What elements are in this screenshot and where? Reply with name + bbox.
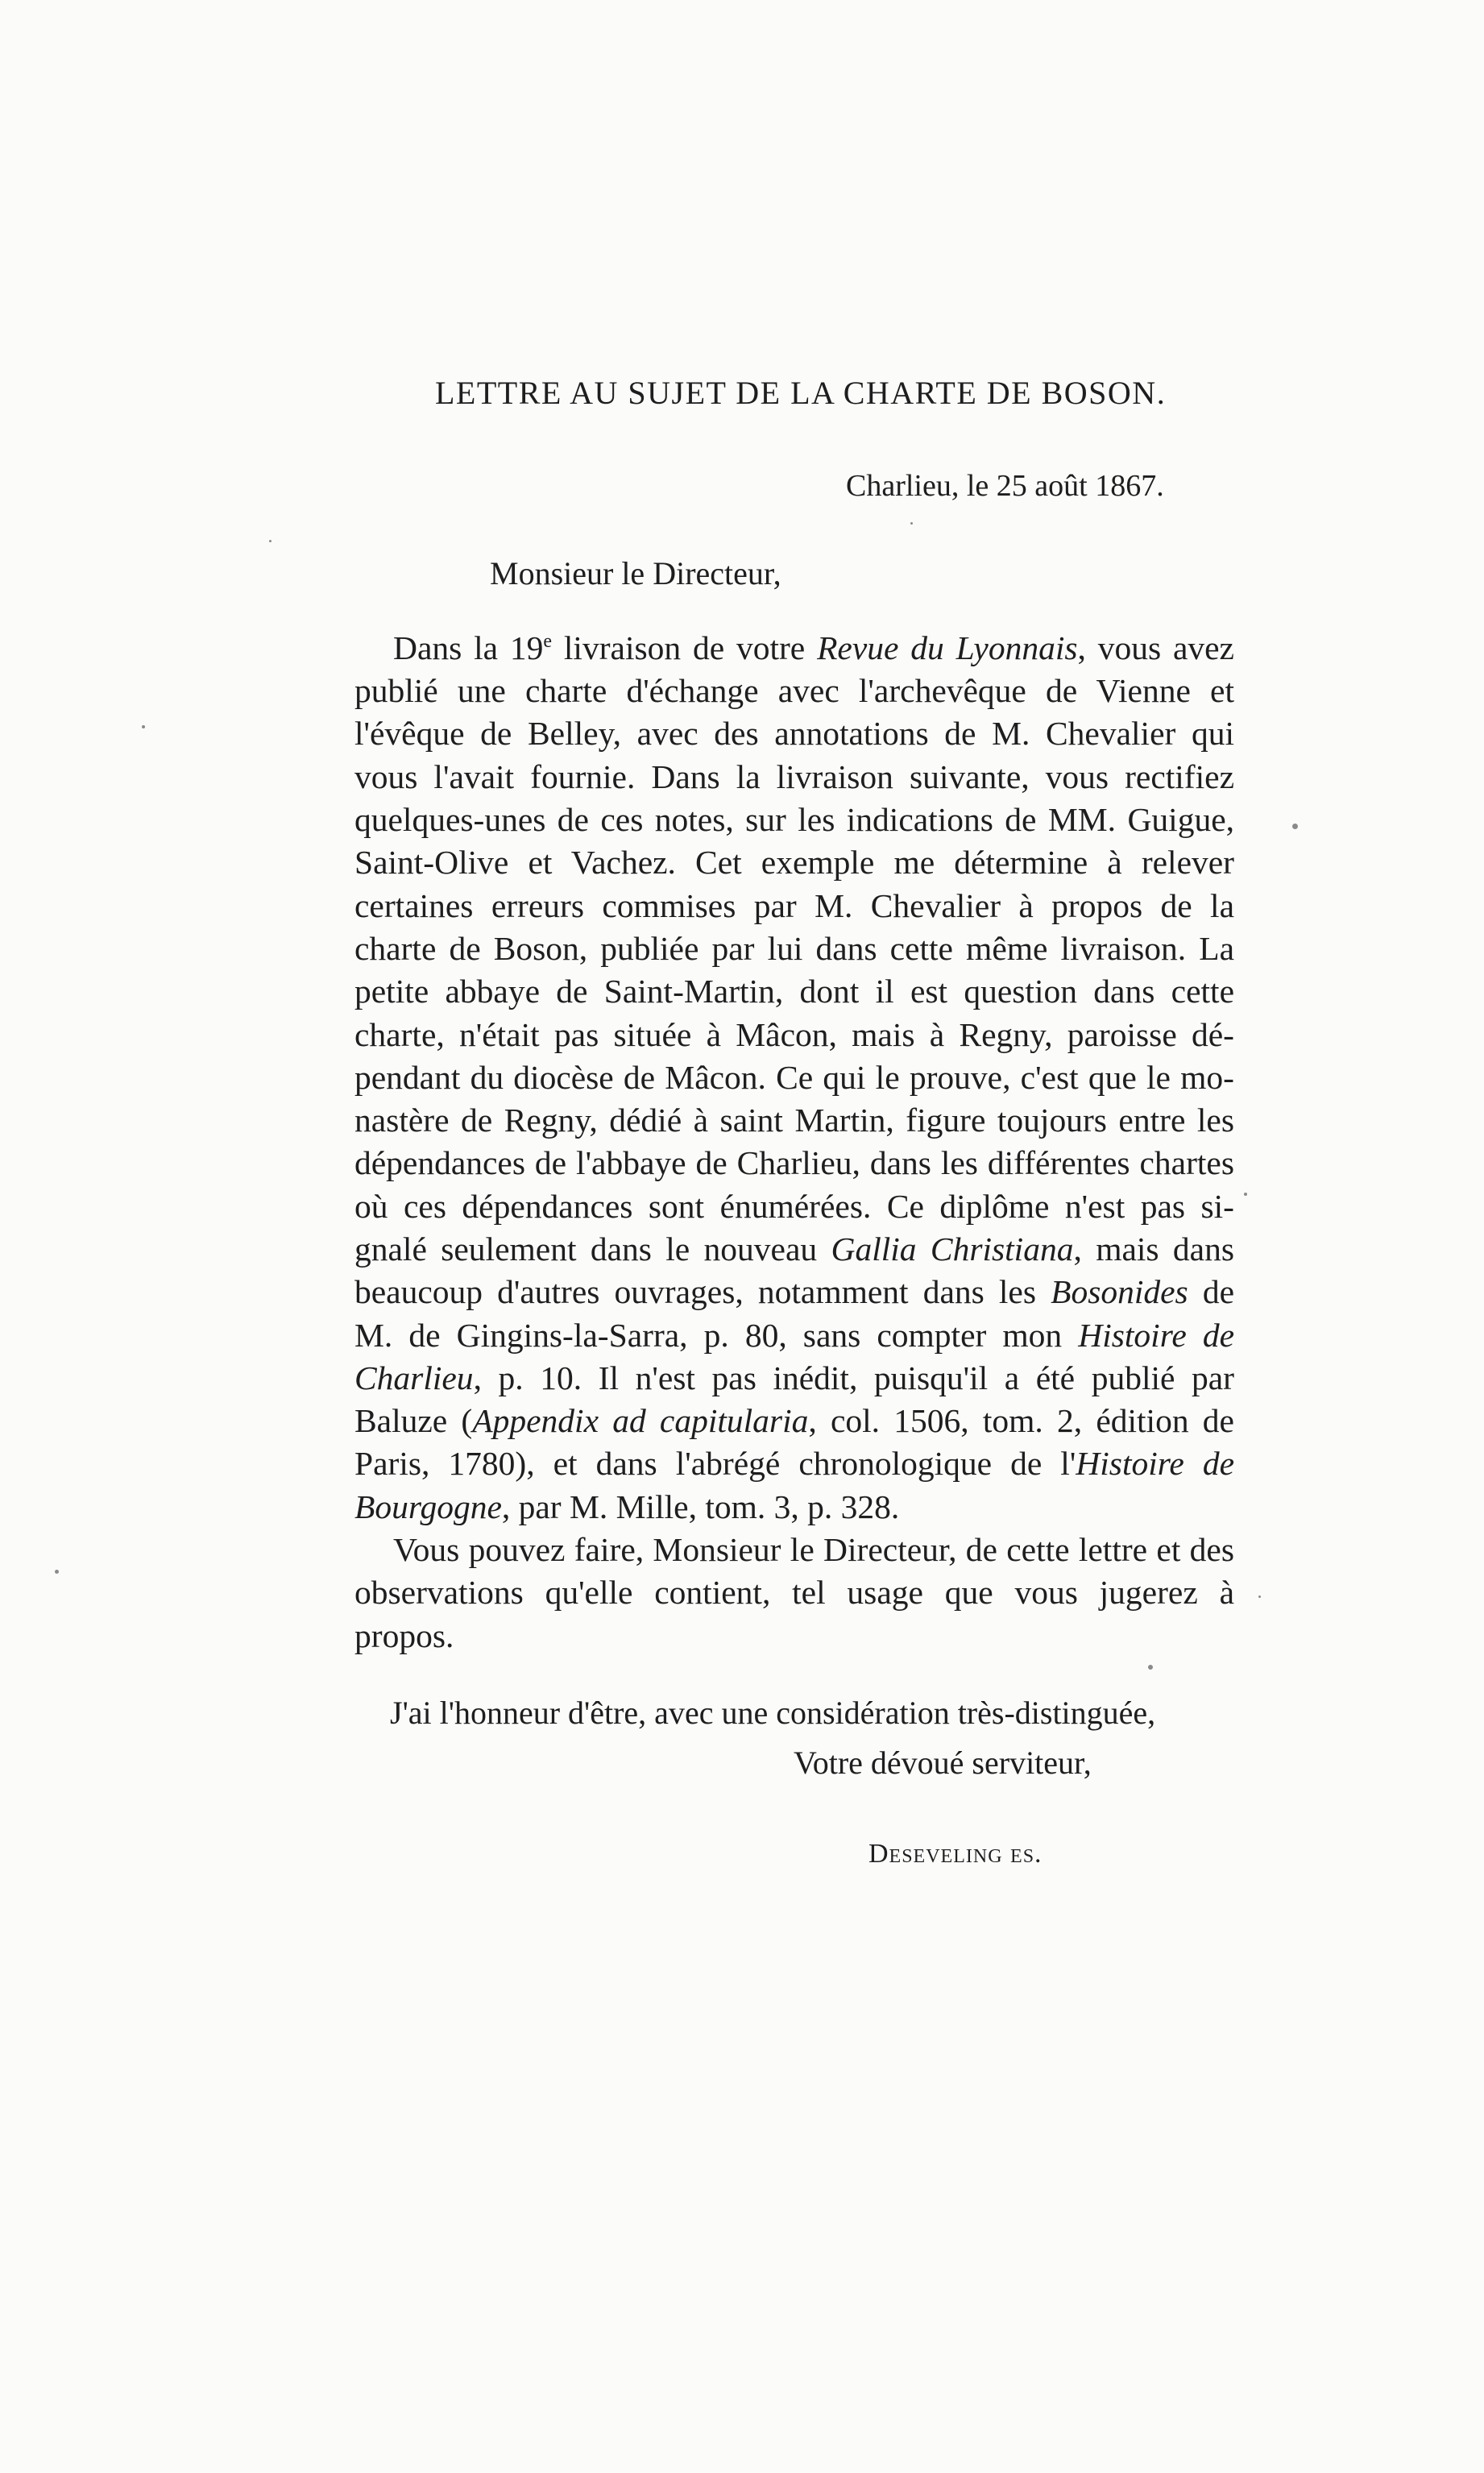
paper-speck	[142, 725, 145, 728]
paper-speck	[55, 1570, 59, 1574]
letter-body	[354, 620, 1234, 1658]
book-title: Gallia Christiana	[831, 1230, 1074, 1268]
paragraph-1-text: , p. 10. Il n'est pas inédit, puisqu'il a été publié par Baluze (	[354, 1359, 1234, 1440]
paragraph-1-text: , col. 1506, tom. 2, édition de Paris, 1780), et dans l'abrégé chronologique de l'	[354, 1402, 1234, 1483]
letter-valediction: Votre dévoué serviteur,	[794, 1745, 1092, 1781]
ordinal-superscript: e	[543, 631, 553, 652]
paper-speck	[1148, 1665, 1153, 1670]
paragraph-1-text: livraison de votre	[552, 629, 818, 666]
letter-closing: J'ai l'honneur d'être, avec une considération très-distinguée,	[390, 1695, 1156, 1731]
paragraph-1-text: Dans la 19	[393, 629, 544, 666]
book-title: Histoire de Bourgogne	[354, 1445, 1234, 1525]
book-title: Bosonides	[1051, 1273, 1188, 1311]
paper-speck	[1258, 1595, 1261, 1598]
paragraph-1-text: de M. de Gingins-la-Sarra, p. 80, sans compter mon	[354, 1273, 1235, 1354]
letter-paragraph-2: Vous pouvez faire, Monsieur le Directeur, de cette lettre et des observations qu'elle contient, tel usage que vous jugerez à propos.	[354, 1531, 1234, 1654]
paper-speck	[910, 522, 913, 525]
paragraph-1-text: , vous avez publié une charte d'échange avec l'archevêque de Vienne et l'évêque de Belley, avec des annotations de M. Chevalier qui vous l'avait fournie. Dans la livraison suivante, vous rectifiez quelques-unes de ces notes, sur les indications de MM. Guigue, Saint-Olive et Vachez. Cet exemple me détermine à relever certaines erreurs commises par M. Chevalier à propos de la charte de Boson, publiée par lui dans cette même livraison. La petite abbaye de Saint-Martin, dont il est question dans cette charte, n'était pas située à Mâcon, mais à Regny, paroisse dé-pendant du diocèse de Mâcon. Ce qui le prouve, c'est que le mo-nastère de Regny, dédié à saint Martin, figure toujours entre les dépendances de l'abbaye de Charlieu, dans les différentes chartes où ces dépendances sont énumérées. Ce diplôme n'est pas si-gnalé seulement dans le nouveau	[354, 629, 1234, 1268]
paragraph-1-text: , par M. Mille, tom. 3, p. 328.	[501, 1488, 900, 1525]
paper-speck	[269, 540, 272, 542]
letter-paragraph-1	[354, 620, 1234, 1529]
letter-signature: Deseveling es.	[868, 1839, 1043, 1869]
letter-dateline: Charlieu, le 25 août 1867.	[846, 469, 1164, 503]
book-title: Histoire de Charlieu	[354, 1316, 1234, 1396]
letter-salutation: Monsieur le Directeur,	[490, 555, 781, 591]
book-title: Appendix ad capitularia	[472, 1402, 809, 1440]
paper-speck	[1292, 824, 1298, 829]
paper-speck	[1244, 1193, 1247, 1196]
letter-title: LETTRE AU SUJET DE LA CHARTE DE BOSON.	[435, 375, 1167, 411]
journal-title: Revue du Lyonnais	[817, 629, 1078, 666]
paragraph-1-text: , mais dans beaucoup d'autres ouvrages, notamment dans les	[354, 1230, 1234, 1311]
